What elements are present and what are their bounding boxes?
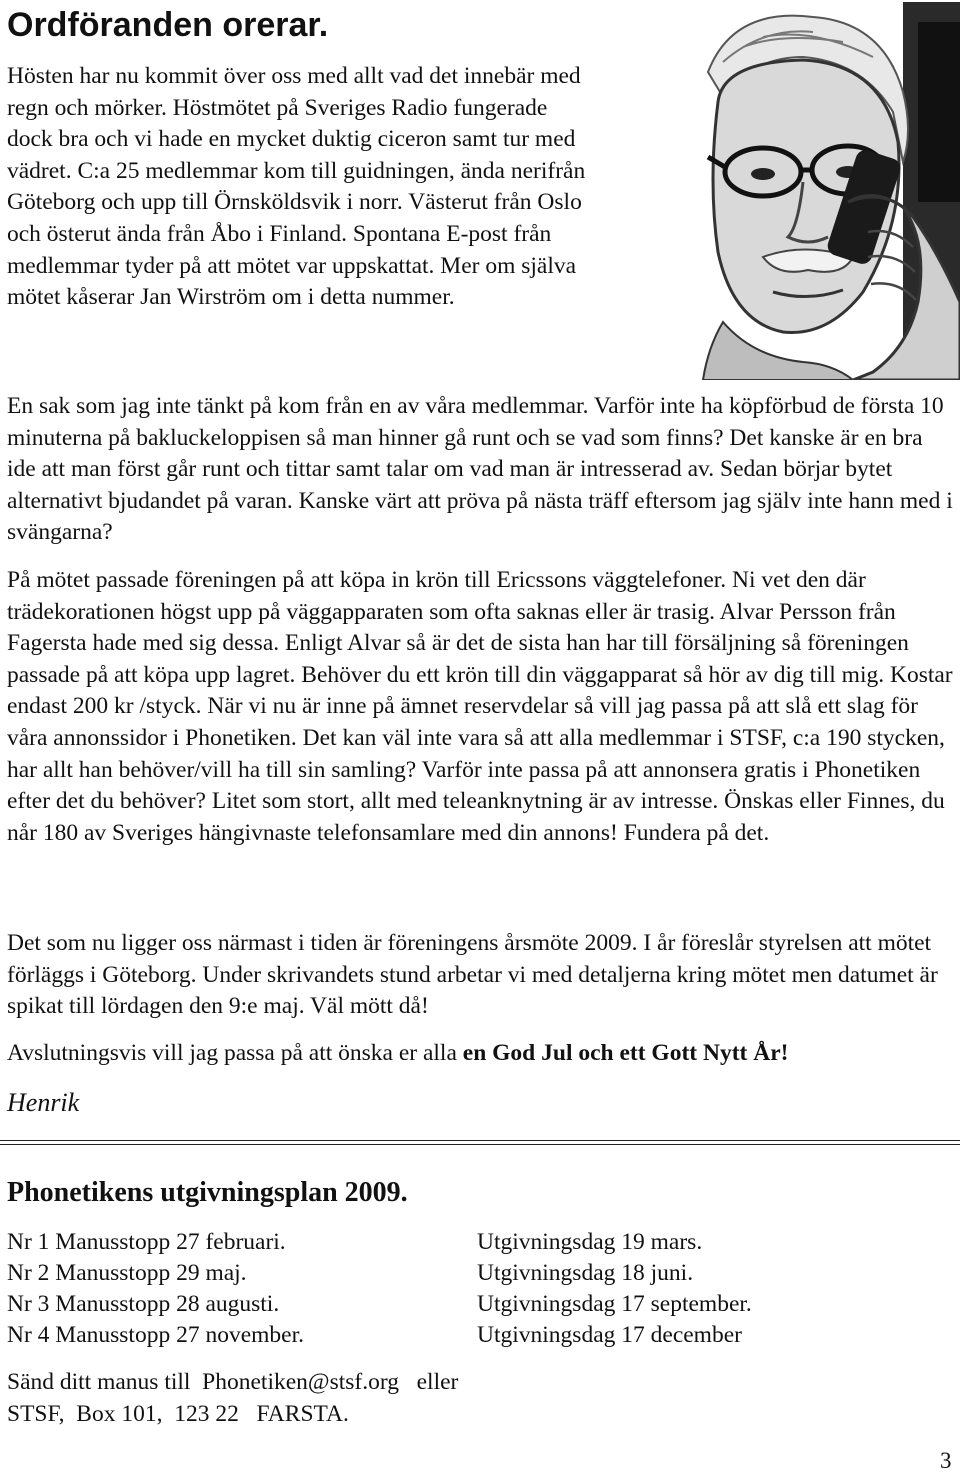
paragraph-intro: Hösten har nu kommit över oss med allt vad det innebär med regn och mörker. Höstmötet på Sveriges Radio fungerade dock bra och vi hade en mycket duktig ciceron samt tur med vädret. C:a 25 medlemmar kom till guidningen, ända nerifrån Göteborg och upp till Örnsköldsvik i norr. Västerut från Oslo och österut ända från Åbo i Finland. Spontana E-post från medlemmar tyder på att mötet var uppskattat. Mer om själva mötet kåserar Jan Wirström om i detta nummer.	[7, 63, 586, 311]
manuscript-deadline: Nr 4 Manusstopp 27 november.	[7, 1322, 304, 1348]
release-date: Utgivningsdag 18 juni.	[477, 1260, 694, 1286]
manuscript-deadline: Nr 1 Manusstopp 27 februari.	[7, 1229, 286, 1255]
closing-text: Avslutningsvis vill jag passa på att önska er alla	[7, 1040, 463, 1066]
contact-address-line: STSF, Box 101, 123 22 FARSTA.	[7, 1401, 349, 1427]
portrait-photo	[613, 2, 960, 380]
closing-greeting: en God Jul och ett Gott Nytt År!	[462, 1040, 789, 1066]
contact-info	[7, 1366, 458, 1430]
schedule-row	[7, 1227, 907, 1258]
paragraph-closing	[7, 1038, 957, 1070]
release-date: Utgivningsdag 19 mars.	[477, 1229, 703, 1255]
plan-title: Phonetikens utgivningsplan 2009.	[7, 1177, 408, 1208]
schedule-row	[7, 1289, 907, 1320]
manuscript-deadline: Nr 2 Manusstopp 29 maj.	[7, 1260, 247, 1286]
paragraph-arsmote: Det som nu ligger oss närmast i tiden är föreningens årsmöte 2009. I år föreslår styrelsen att mötet förläggs i Göteborg. Under skrivandets stund arbetar vi med detaljerna kring mötet men datumet är spikat till lördagen den 9:e maj. Väl mött då!	[7, 930, 938, 1020]
release-date: Utgivningsdag 17 september.	[477, 1291, 752, 1317]
contact-email-line: Sänd ditt manus till Phonetiken@stsf.org eller	[7, 1369, 459, 1395]
page-number: 3	[940, 1448, 952, 1473]
manuscript-deadline: Nr 3 Manusstopp 28 augusti.	[7, 1291, 280, 1317]
schedule-row	[7, 1258, 907, 1289]
release-date: Utgivningsdag 17 december	[477, 1322, 742, 1348]
paragraph-loppis: En sak som jag inte tänkt på kom från en av våra medlemmar. Varför inte ha köpförbud de första 10 minuterna på bakluckeloppisen så man hinner gå runt och se vad som finns? Det kanske är en bra ide att man först går runt och tittar samt talar om vad man är intresserad av. Sedan börjar bytet alternativt bjudandet på varan. Kanske värt att pröva på nästa träff eftersom jag själv inte hann med i svängarna?	[7, 393, 953, 546]
article-heading: Ordföranden orerar.	[7, 6, 329, 44]
publication-schedule	[7, 1227, 907, 1351]
section-divider	[0, 1140, 960, 1145]
paragraph-kron: På mötet passade föreningen på att köpa in krön till Ericssons väggtelefoner. Ni vet den där trädekorationen högst upp på väggapparaten som ofta saknas eller är trasig. Alvar Persson från Fagersta hade med sig dessa. Enligt Alvar så är det de sista han har till försäljning så föreningen passade på att köpa upp lagret. Behöver du ett krön till din väggapparat så hör av dig till mig. Kostar endast 200 kr /styck. När vi nu är inne på ämnet reservdelar så vill jag passa på att slå ett slag för våra annonssidor i Phonetiken. Det kan väl inte vara så att alla medlemmar i STSF, c:a 190 stycken, har allt han behöver/vill ha till sin samling? Varför inte passa på att annonsera gratis i Phonetiken efter det du behöver? Litet som stort, allt med teleanknytning är av intresse. Önskas eller Finnes, du når 180 av Sveriges hängivnaste telefonsamlare med din annons! Fundera på det.	[7, 567, 953, 846]
signature: Henrik	[7, 1088, 80, 1117]
schedule-row	[7, 1320, 907, 1351]
